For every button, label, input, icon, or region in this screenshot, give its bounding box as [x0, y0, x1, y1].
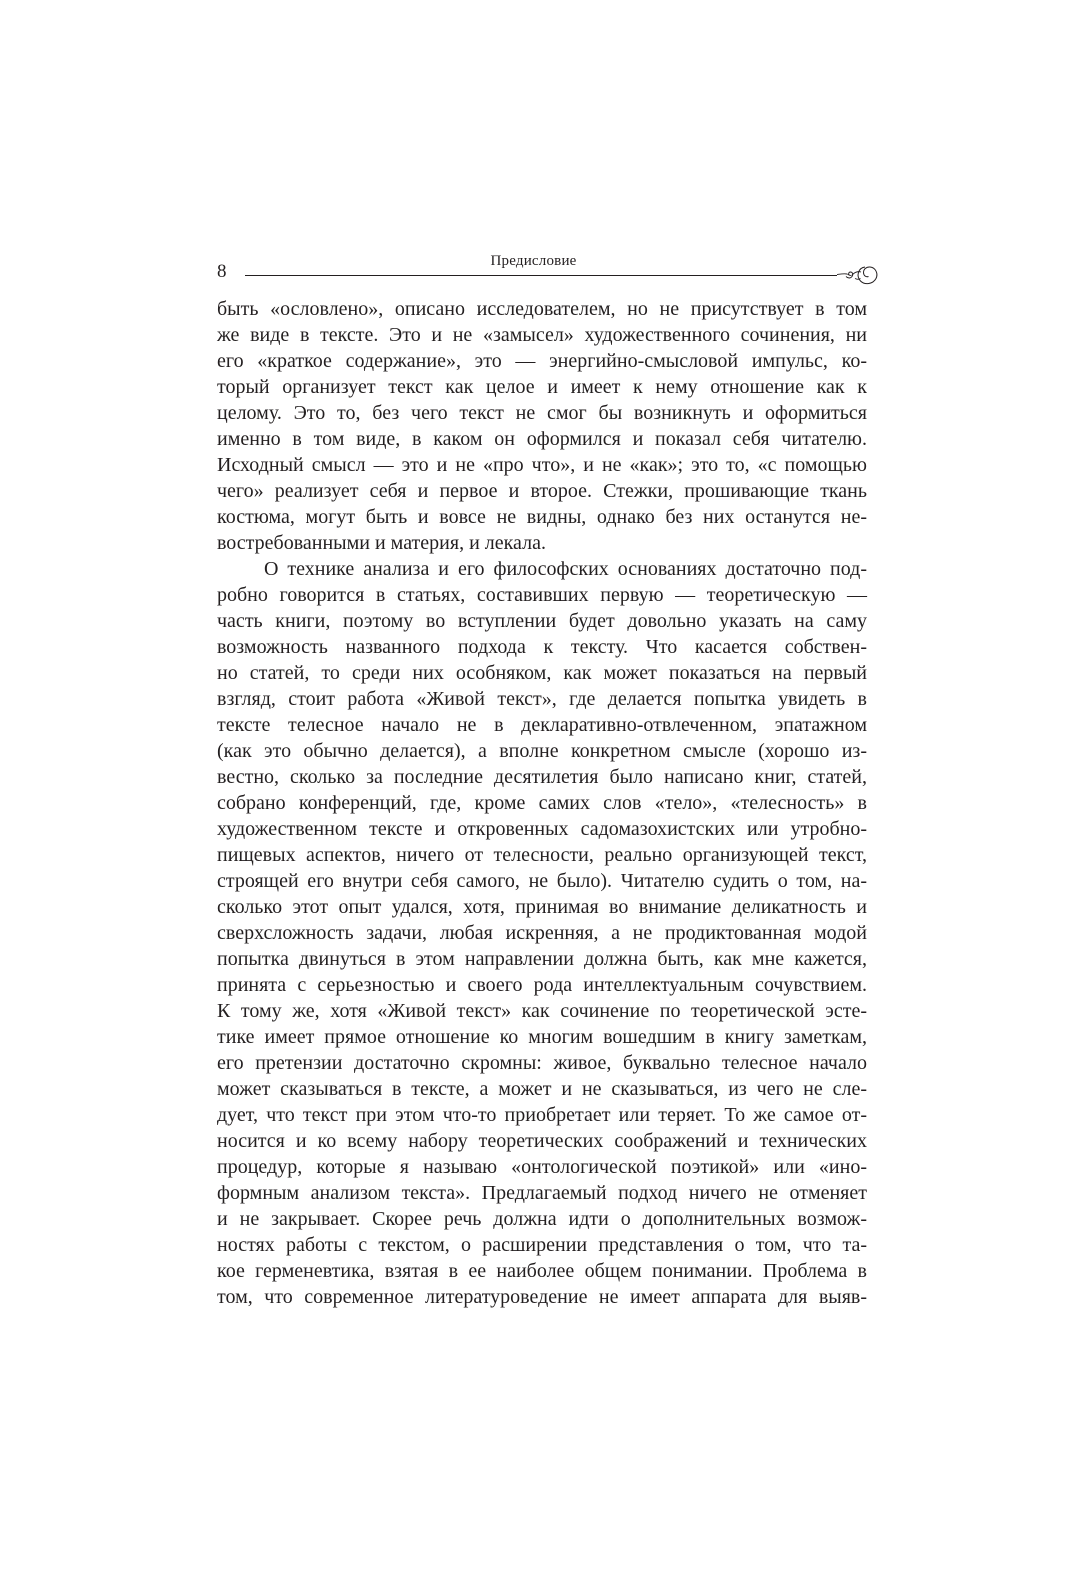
- header-rule: [245, 275, 837, 276]
- text-line: же виде в тексте. Это и не «замысел» художественного сочинения, ни: [217, 324, 867, 346]
- text-line: целому. Это то, без чего текст не смог бы возникнуть и оформиться: [217, 402, 867, 424]
- text-line: и не закрывает. Скорее речь должна идти о дополнительных возмож-: [217, 1208, 867, 1230]
- paragraph-1: [217, 296, 867, 556]
- paragraph-2: [217, 556, 867, 1310]
- text-line: взгляд, стоит работа «Живой текст», где делается попытка увидеть в: [217, 688, 867, 710]
- text-line: чего» реализует себя и первое и второе. Стежки, прошивающие ткань: [217, 480, 867, 502]
- text-line: но статей, то среди них особняком, как может показаться на первый: [217, 662, 867, 684]
- text-line: кое герменевтика, взятая в ее наиболее общем понимании. Проблема в: [217, 1260, 867, 1282]
- text-line: возможность названного подхода к тексту. Что касается собствен-: [217, 636, 867, 658]
- text-line: тике имеет прямое отношение ко многим вошедшим в книгу заметкам,: [217, 1026, 867, 1048]
- running-head-title: Предисловие: [490, 253, 577, 269]
- text-line: торый организует текст как целое и имеет к нему отношение как к: [217, 376, 867, 398]
- text-line: быть «ословлено», описано исследователем, но не присутствует в том: [217, 298, 867, 320]
- running-head: [217, 248, 877, 288]
- text-line: востребованными и материя, и лекала.: [217, 532, 546, 554]
- text-line: его «краткое содержание», это — энергийно-смысловой импульс, ко-: [217, 350, 867, 372]
- text-line: Исходный смысл — это и не «про что», и не «как»; это то, «с помощью: [217, 454, 867, 476]
- text-line: формным анализом текста». Предлагаемый подход ничего не отменяет: [217, 1182, 867, 1204]
- body-text: [217, 296, 867, 1310]
- page-number: 8: [217, 261, 227, 282]
- text-line: художественном тексте и откровенных садомазохистских или утробно-: [217, 818, 867, 840]
- text-line: носится и ко всему набору теоретических соображений и технических: [217, 1130, 867, 1152]
- text-line: может сказываться в тексте, а может и не сказываться, из чего не сле-: [217, 1078, 867, 1100]
- text-line: строящей его внутри себя самого, не было). Читателю судить о том, на-: [217, 870, 867, 892]
- text-line: сколько этот опыт удался, хотя, принимая во внимание деликатность и: [217, 896, 867, 918]
- text-line: его претензии достаточно скромны: живое, буквально телесное начало: [217, 1052, 867, 1074]
- text-line: робно говорится в статьях, составивших первую — теоретическую —: [217, 584, 867, 606]
- text-line: (как это обычно делается), а вполне конкретном смысле (хорошо из-: [217, 740, 867, 762]
- text-line: процедур, которые я называю «онтологической поэтикой» или «ино-: [217, 1156, 867, 1178]
- text-line: дует, что текст при этом что-то приобретает или теряет. То же самое от-: [217, 1104, 867, 1126]
- text-line: костюма, могут быть и вовсе не видны, однако без них останутся не-: [217, 506, 867, 528]
- text-line: том, что современное литературоведение не имеет аппарата для выяв-: [217, 1286, 867, 1308]
- text-line: собрано конференций, где, кроме самих слов «тело», «телесность» в: [217, 792, 867, 814]
- text-line: вестно, сколько за последние десятилетия было написано книг, статей,: [217, 766, 867, 788]
- text-line: пищевых аспектов, ничего от телесности, реально организующей текст,: [217, 844, 867, 866]
- text-line: ностях работы с текстом, о расширении представления о том, что та-: [217, 1234, 867, 1256]
- text-line: О технике анализа и его философских основаниях достаточно под-: [264, 558, 867, 580]
- text-line: часть книги, поэтому во вступлении будет довольно указать на саму: [217, 610, 867, 632]
- text-line: тексте телесное начало не в декларативно-отвлеченном, эпатажном: [217, 714, 867, 736]
- text-line: сверхсложность задачи, любая искренняя, а не продиктованная модой: [217, 922, 867, 944]
- flourish-ornament-icon: [837, 263, 879, 287]
- text-line: именно в том виде, в каком он оформился и показал себя читателю.: [217, 428, 867, 450]
- text-line: К тому же, хотя «Живой текст» как сочинение по теоретической эсте-: [217, 1000, 867, 1022]
- text-line: принята с серьезностью и своего рода интеллектуальным сочувствием.: [217, 974, 867, 996]
- text-line: попытка двинуться в этом направлении должна быть, как мне кажется,: [217, 948, 867, 970]
